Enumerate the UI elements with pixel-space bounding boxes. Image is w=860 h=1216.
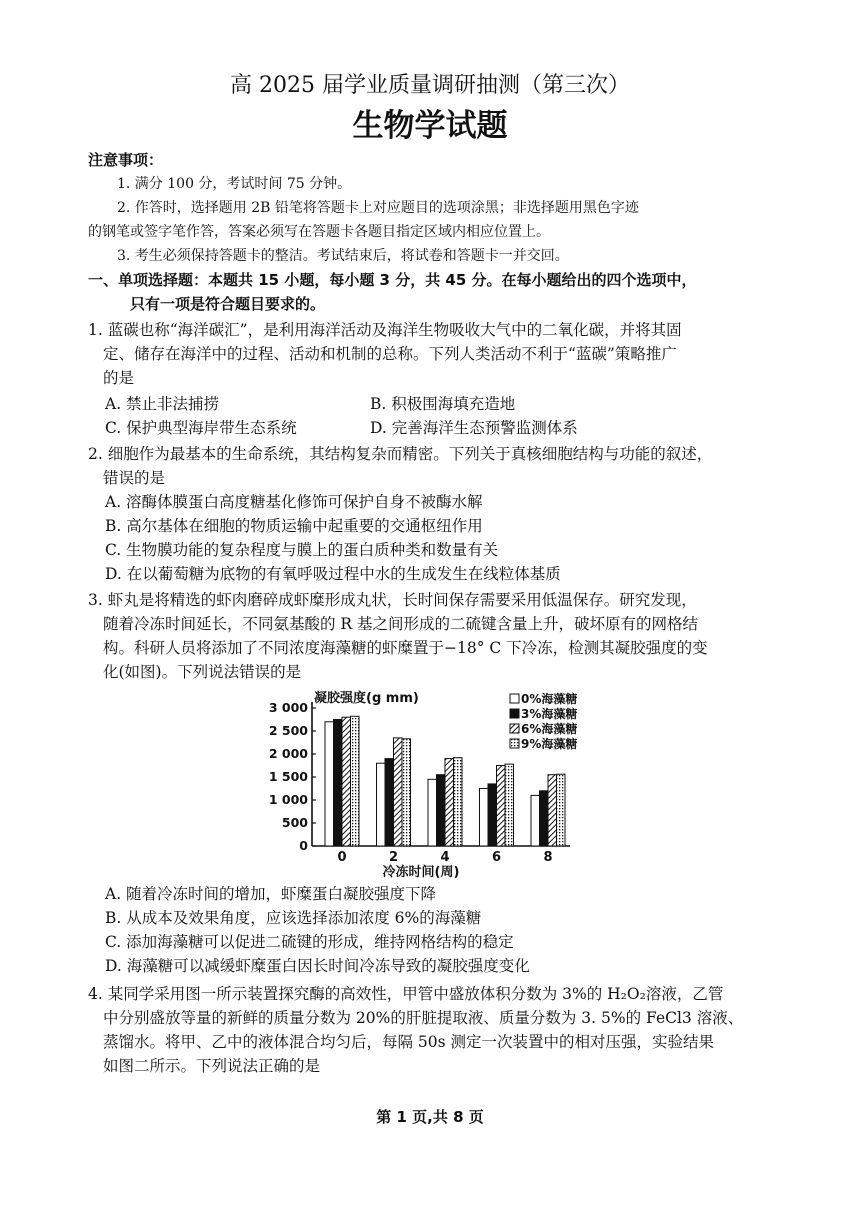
q4-stem-3: 蒸馏水。将甲、乙中的液体混合均匀后，每隔 50s 测定一次装置中的相对压强，实验结果 [103,1033,715,1051]
bar-9%海藻糖-4 [454,758,463,846]
section-heading-cont: 只有一项是符合题目要求的。 [130,295,326,313]
bar-6%海藻糖-8 [548,775,557,846]
bar-6%海藻糖-4 [445,759,454,846]
q1-stem-3: 的是 [103,369,135,387]
legend-label: 3%海藻糖 [521,707,578,721]
legend-label: 9%海藻糖 [521,737,578,751]
gel-strength-bar-chart [262,688,602,880]
q4-stem-4: 如图二所示。下列说法正确的是 [103,1057,321,1075]
bar-0%海藻糖-0 [325,722,334,846]
bar-3%海藻糖-6 [488,784,497,846]
bar-3%海藻糖-2 [385,759,394,846]
chart-x-axis-label: 冷冻时间(周) [382,865,460,880]
q1-option-a: A. 禁止非法捕捞 [105,395,220,413]
y-tick-label: 2 500 [268,723,308,738]
y-tick-label: 1 000 [268,792,308,807]
bar-0%海藻糖-8 [531,795,540,846]
q1-stem-1: 1. 蓝碳也称“海洋碳汇”，是利用海洋活动及海洋生物吸收大气中的二氧化碳，并将其固 [88,321,682,339]
notice-item-1: 1. 满分 100 分，考试时间 75 分钟。 [117,176,352,192]
bar-6%海藻糖-0 [342,717,351,846]
q3-option-b: B. 从成本及效果角度，应该选择添加浓度 6%的海藻糖 [105,909,482,927]
bar-9%海藻糖-6 [505,764,514,846]
page-footer: 第 1 页,共 8 页 [376,1108,484,1126]
bar-3%海藻糖-8 [540,791,549,846]
section-heading: 一、单项选择题：本题共 15 小题，每小题 3 分，共 45 分。在每小题给出的四个选项中， [88,271,697,289]
bar-6%海藻糖-6 [497,766,506,847]
subject-title: 生物学试题 [352,108,508,144]
y-tick-label: 1 500 [268,769,308,784]
notice-heading: 注意事项： [88,151,164,169]
legend-swatch [510,694,519,703]
q3-stem-3: 构。科研人员将添加了不同浓度海藻糖的虾糜置于−18° C 下冷冻，检测其凝胶强度的变 [103,639,708,657]
y-tick-label: 2 000 [268,746,308,761]
notice-item-2-cont: 的钢笔或签字笔作答，答案必须写在答题卡各题目指定区域内相应位置上。 [88,224,550,240]
bar-9%海藻糖-2 [402,739,411,846]
x-tick-label: 2 [388,850,399,865]
q2-option-b: B. 高尔基体在细胞的物质运输中起重要的交通枢纽作用 [105,517,483,535]
legend-swatch [510,724,519,733]
q2-stem-2: 错误的是 [103,469,166,487]
q3-option-c: C. 添加海藻糖可以促进二硫键的形成，维持网格结构的稳定 [105,933,514,951]
bar-6%海藻糖-2 [394,738,403,846]
chart-legend [510,691,577,751]
q1-option-b: B. 积极围海填充造地 [370,395,516,413]
bar-3%海藻糖-4 [437,775,446,846]
bar-9%海藻糖-8 [557,774,566,846]
legend-label: 6%海藻糖 [521,722,578,736]
legend-swatch [510,709,519,718]
bar-0%海藻糖-2 [377,763,386,846]
q4-stem-1: 4. 某同学采用图一所示装置探究酶的高效性，甲管中盛放体积分数为 3%的 H₂O₂溶液，乙管 [88,985,724,1003]
x-tick-label: 0 [337,850,347,865]
q3-stem-4: 化(如图)。下列说法错误的是 [103,663,302,681]
x-tick-label: 8 [543,850,553,865]
q2-option-c: C. 生物膜功能的复杂程度与膜上的蛋白质种类和数量有关 [105,541,499,559]
y-tick-label: 3 000 [268,700,308,715]
x-tick-label: 4 [440,850,450,865]
bar-0%海藻糖-6 [480,789,489,847]
q1-stem-2: 定、储存在海洋中的过程、活动和机制的总称。下列人类活动不利于“蓝碳”策略推广 [103,345,677,363]
x-tick-label: 6 [491,850,502,865]
q4-stem-2: 中分别盛放等量的新鲜的质量分数为 20%的肝脏提取液、质量分数为 3. 5%的 FeCl3 溶液、 [103,1009,744,1027]
bar-0%海藻糖-4 [428,779,437,846]
q3-stem-1: 3. 虾丸是将精选的虾肉磨碎成虾糜形成丸状，长时间保存需要采用低温保存。研究发现， [88,591,697,609]
q1-option-d: D. 完善海洋生态预警监测体系 [370,419,578,437]
bar-9%海藻糖-0 [351,716,360,846]
legend-swatch [510,739,519,748]
notice-item-2: 2. 作答时，选择题用 2B 铅笔将答题卡上对应题目的选项涂黑；非选择题用黑色字迹 [117,200,639,216]
legend-label: 0%海藻糖 [521,692,578,706]
q2-option-a: A. 溶酶体膜蛋白高度糖基化修饰可保护自身不被酶水解 [105,493,483,511]
notice-item-3: 3. 考生必须保持答题卡的整洁。考试结束后，将试卷和答题卡一并交回。 [117,248,569,264]
chart-y-axis-label: 凝胶强度(g mm) [314,691,419,706]
q2-stem-1: 2. 细胞作为最基本的生命系统，其结构复杂而精密。下列关于真核细胞结构与功能的叙述， [88,445,713,463]
q3-option-d: D. 海藻糖可以减缓虾糜蛋白因长时间冷冻导致的凝胶强度变化 [105,957,530,975]
y-tick-label: 0 [299,838,308,853]
bar-3%海藻糖-0 [334,720,343,847]
q3-option-a: A. 随着冷冻时间的增加，虾糜蛋白凝胶强度下降 [105,885,437,903]
q2-option-d: D. 在以葡萄糖为底物的有氧呼吸过程中水的生成发生在线粒体基质 [105,565,561,583]
q1-option-c: C. 保护典型海岸带生态系统 [105,419,297,437]
y-tick-label: 500 [281,815,308,830]
exam-title: 高 2025 届学业质量调研抽测（第三次） [230,73,630,98]
q3-stem-2: 随着冷冻时间延长，不同氨基酸的 R 基之间形成的二硫键含量上升，破坏原有的网格结 [103,615,699,633]
